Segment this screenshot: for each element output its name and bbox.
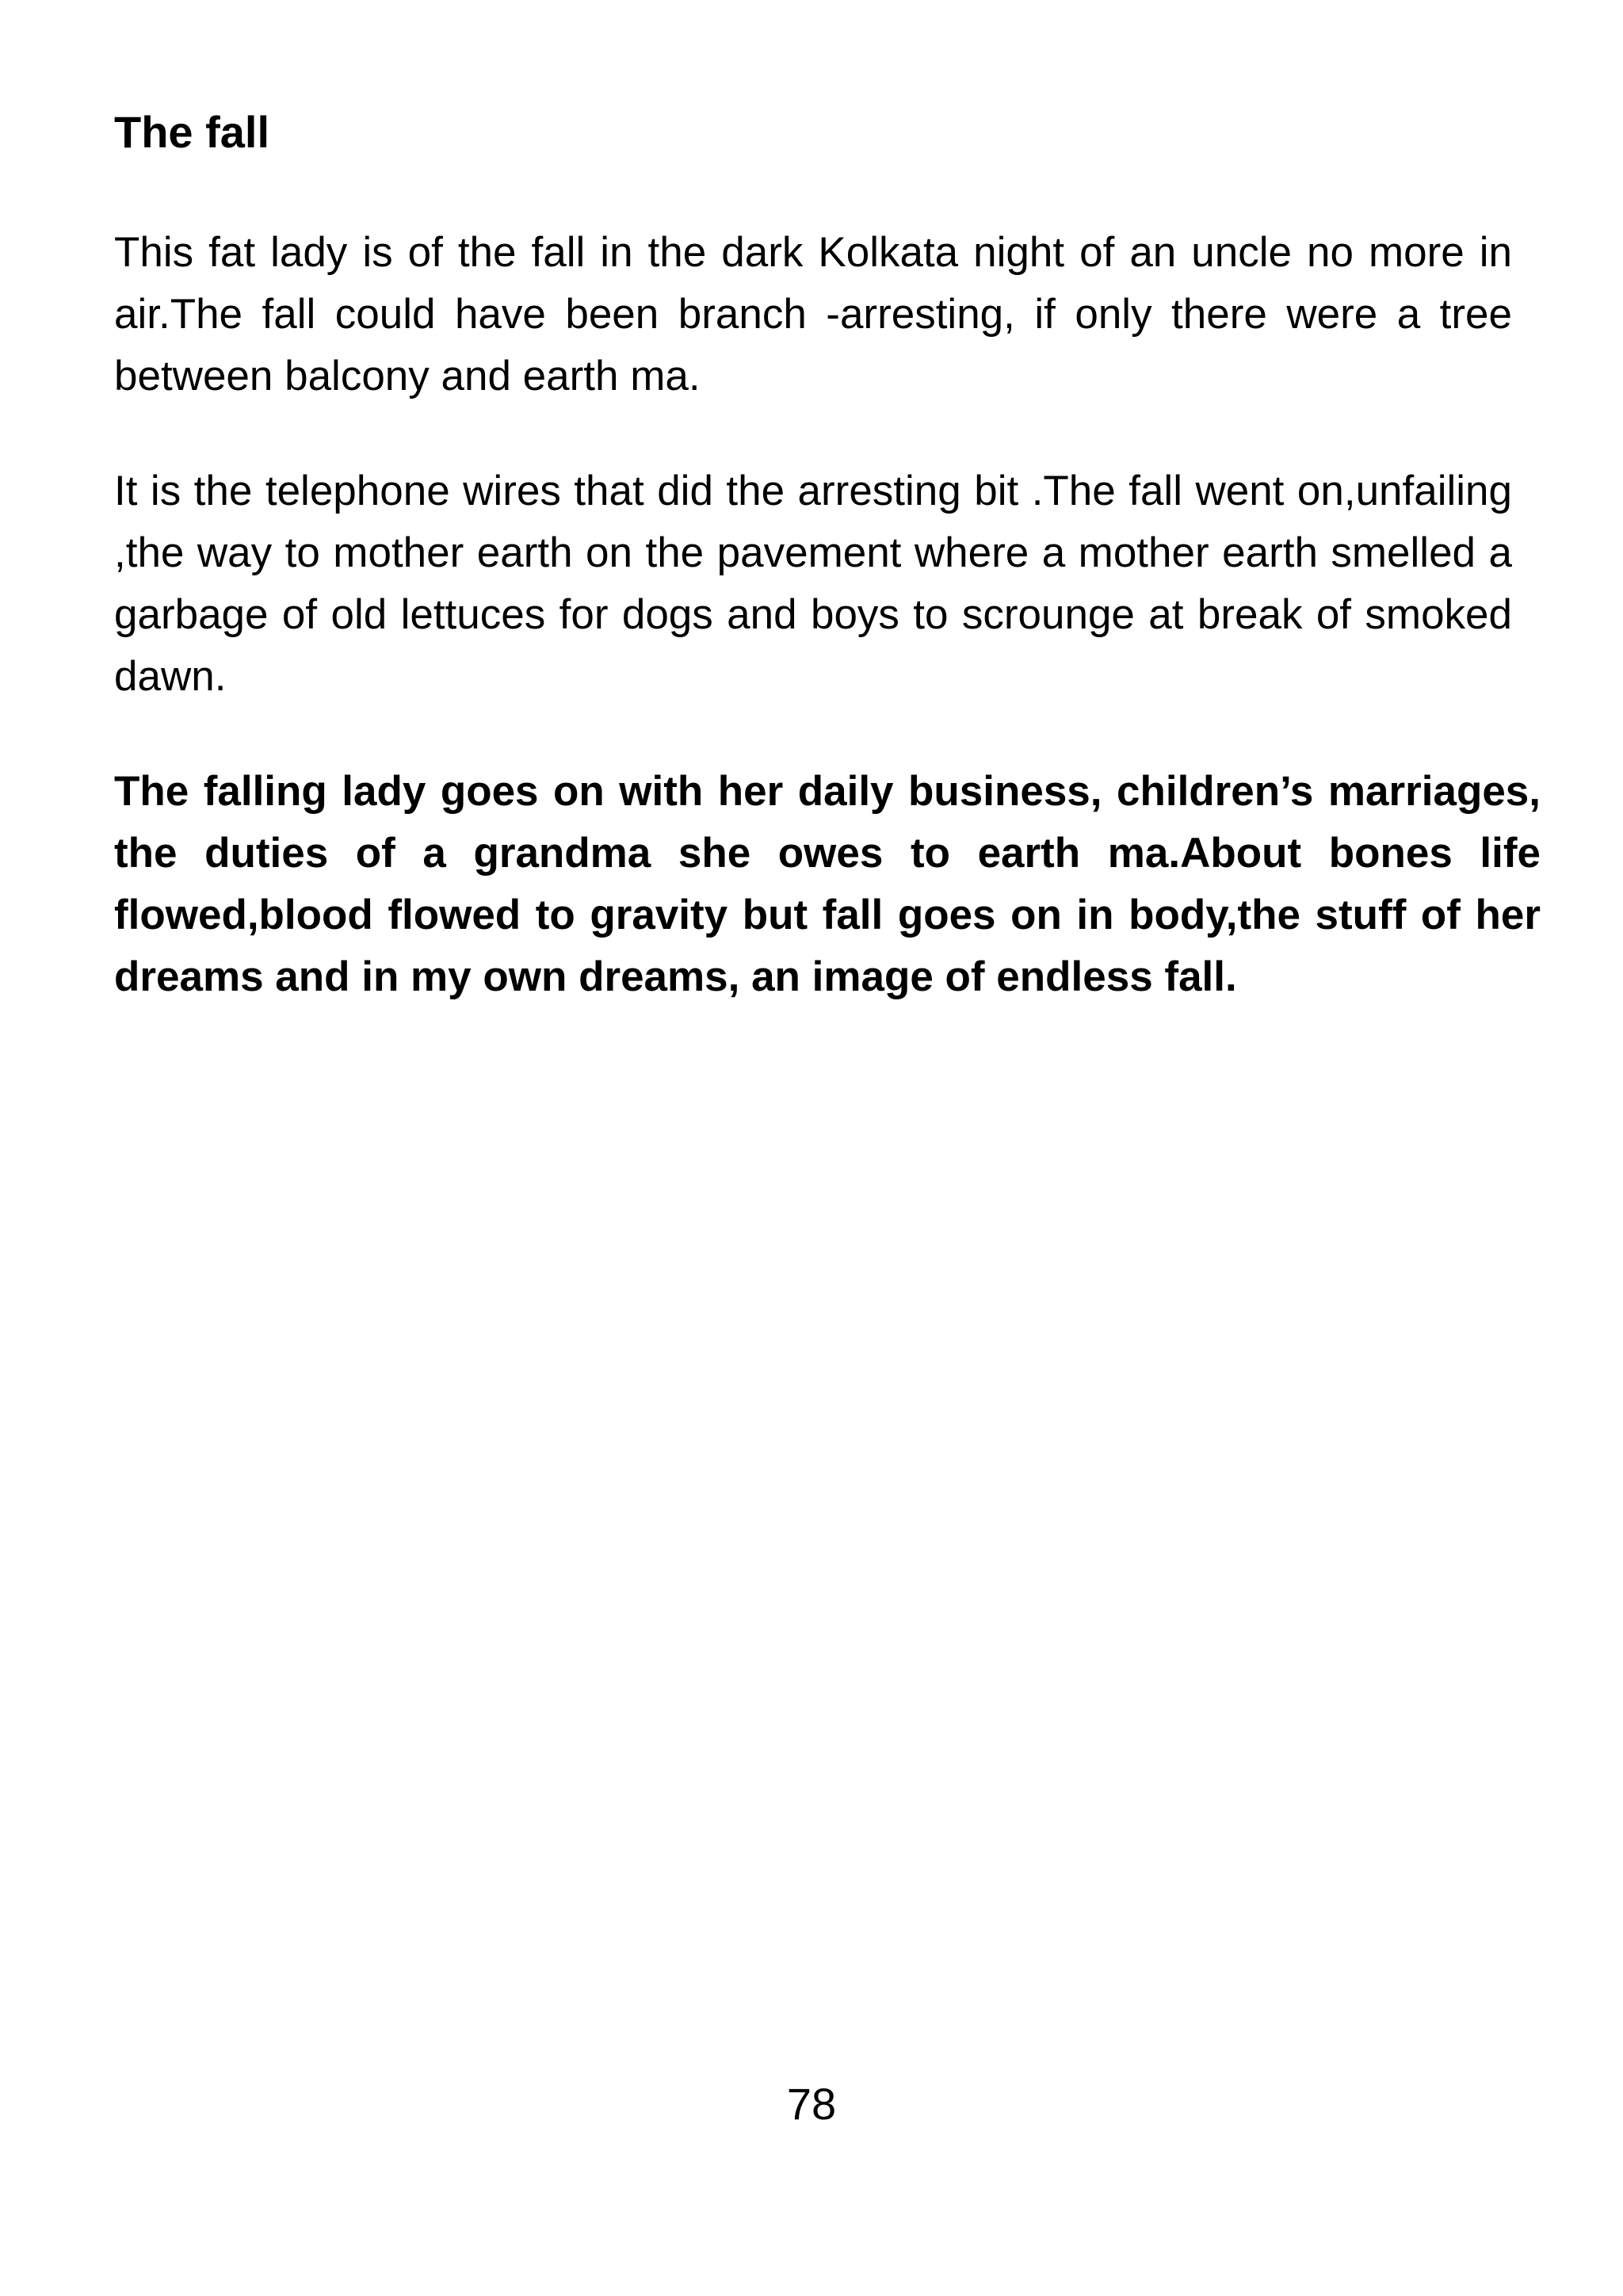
page-title: The fall bbox=[114, 107, 270, 157]
paragraph-2: It is the telephone wires that did the arresting bit .The fall went on,unfailing ,the way to mother earth on the pavement where a mother earth smelled a garbage of old lettuces for dogs and boys to scrounge at break of smoked dawn. bbox=[114, 468, 1512, 700]
page-number: 78 bbox=[786, 2079, 837, 2129]
paragraph-1: This fat lady is of the fall in the dark Kolkata night of an uncle no more in air.The fall could have been branch -arresting, if only there were a tree between balcony and earth ma. bbox=[114, 229, 1512, 399]
paragraph-3-bold: The falling lady goes on with her daily business, children’s marriages, the duties of a grandma she owes to earth ma.About bones life flowed,blood flowed to gravity but fall goes on in body,the stuff of her dreams and in my own dreams, an image of endless fall. bbox=[114, 768, 1541, 1000]
